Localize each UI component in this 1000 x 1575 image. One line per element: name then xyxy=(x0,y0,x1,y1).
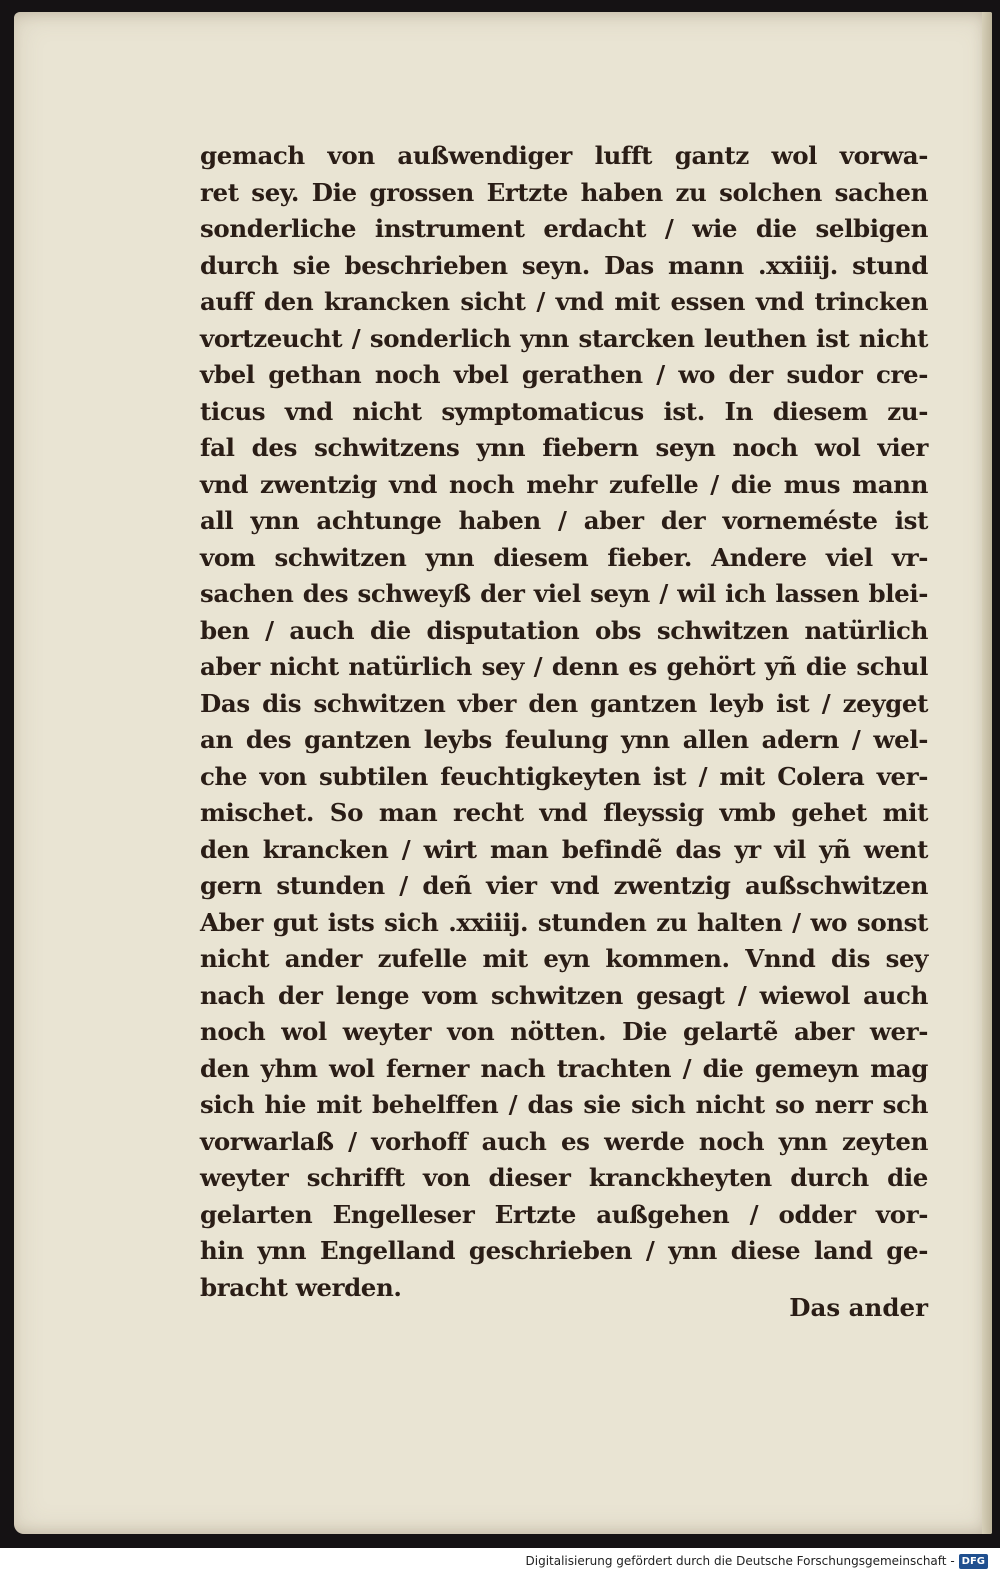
text-line: sachen des schweyß der viel seyn / wil ich lassen blei- xyxy=(200,579,928,608)
text-line: hin ynn Engelland geschrieben / ynn diese land ge- xyxy=(200,1236,928,1265)
text-line: che von subtilen feuchtigkeyten ist / mit Colera ver- xyxy=(200,761,928,791)
text-line: sonderliche instrument erdacht / wie die selbigen xyxy=(200,214,928,243)
footer-credit xyxy=(526,1551,989,1571)
text-line: gern stunden / deñ vier vnd zwentzig außschwitzen xyxy=(200,871,928,900)
text-line: aber nicht natürlich sey / denn es gehört yñ die schul xyxy=(200,652,928,681)
text-line: Aber gut ists sich .xxiiij. stunden zu halten / wo sonst xyxy=(200,907,928,937)
text-line: noch wol weyter von nötten. Die gelartẽ aber wer- xyxy=(200,1017,928,1046)
text-line: ticus vnd nicht symptomaticus ist. In diesem zu- xyxy=(200,396,928,426)
funding-credit-text: Digitalisierung gefördert durch die Deutsche Forschungsgemeinschaft - xyxy=(525,1554,955,1568)
text-block xyxy=(200,138,928,1306)
catchword: Das ander xyxy=(789,1293,928,1322)
text-line: fal des schwitzens ynn fiebern seyn noch wol vier xyxy=(200,433,928,462)
text-line: nicht ander zufelle mit eyn kommen. Vnnd dis sey xyxy=(200,944,928,973)
text-line: vnd zwentzig vnd noch mehr zufelle / die mus mann xyxy=(200,469,928,499)
text-line: sich hie mit behelffen / das sie sich nicht so nerr sch xyxy=(200,1090,928,1119)
text-line: durch sie beschrieben seyn. Das mann .xxiiij. stund xyxy=(200,250,928,280)
dfg-logo-icon: DFG xyxy=(959,1554,988,1569)
text-line: vortzeucht / sonderlich ynn starcken leuthen ist nicht xyxy=(200,323,928,353)
text-line: nach der lenge vom schwitzen gesagt / wiewol auch xyxy=(200,980,928,1010)
page-edge xyxy=(982,12,992,1534)
text-line: gemach von außwendiger lufft gantz wol vorwa- xyxy=(200,141,928,170)
text-line: all ynn achtunge haben / aber der vorneméste ist xyxy=(200,506,928,535)
text-line: ret sey. Die grossen Ertzte haben zu solchen sachen xyxy=(200,177,928,207)
text-line: an des gantzen leybs feulung ynn allen adern / wel- xyxy=(200,725,928,754)
text-line: weyter schrifft von dieser kranckheyten durch die xyxy=(200,1163,928,1192)
text-line: den krancken / wirt man befindẽ das yr vil yñ went xyxy=(200,834,928,864)
text-line: vbel gethan noch vbel gerathen / wo der sudor cre- xyxy=(200,360,928,389)
text-line: Das dis schwitzen vber den gantzen leyb ist / zeyget xyxy=(200,688,928,718)
text-line: vom schwitzen ynn diesem fieber. Andere viel vr- xyxy=(200,542,928,572)
text-line: gelarten Engelleser Ertzte außgehen / odder vor- xyxy=(200,1199,928,1229)
text-line: den yhm wol ferner nach trachten / die gemeyn mag xyxy=(200,1053,928,1083)
text-line: bracht werden. xyxy=(200,1272,402,1302)
text-line: mischet. So man recht vnd fleyssig vmb gehet mit xyxy=(200,798,928,827)
text-line: ben / auch die disputation obs schwitzen natürlich xyxy=(200,615,928,645)
text-line: auff den krancken sicht / vnd mit essen vnd trincken xyxy=(200,287,928,316)
text-line: vorwarlaß / vorhoff auch es werde noch ynn zeyten xyxy=(200,1126,928,1156)
